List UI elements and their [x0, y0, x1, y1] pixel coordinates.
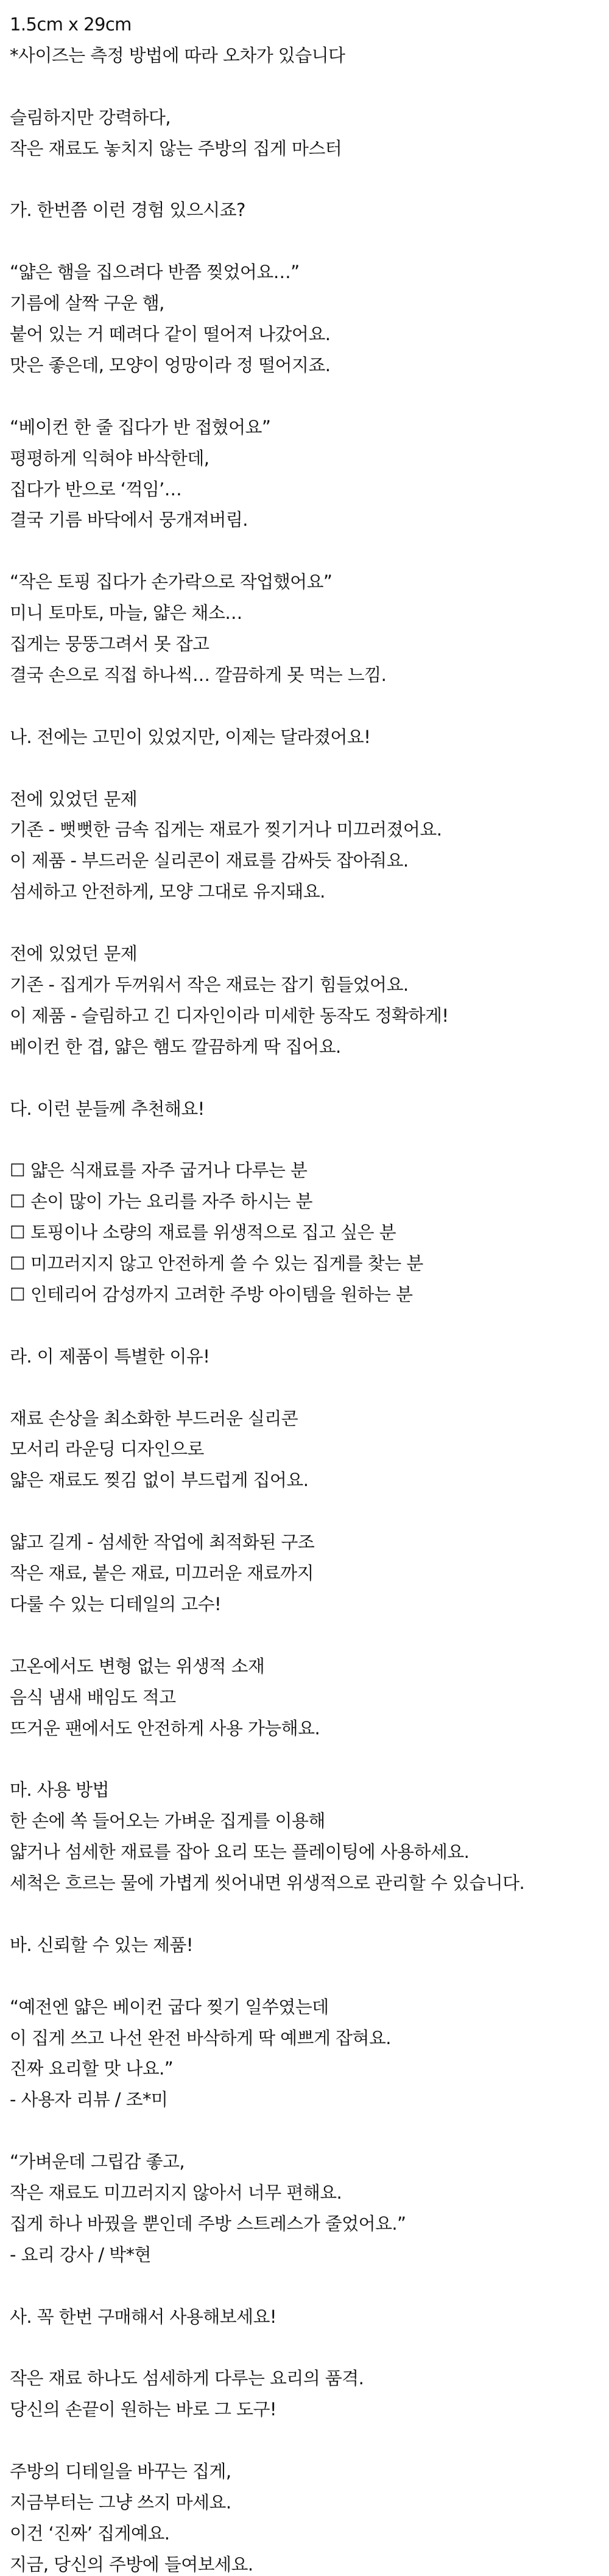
text-line: ☐ 토핑이나 소량의 재료를 위생적으로 집고 싶은 분	[10, 1222, 396, 1243]
text-line: 고온에서도 변형 없는 위생적 소재	[10, 1655, 265, 1677]
text-line: “예전엔 얇은 베이컨 굽다 찢기 일쑤였는데	[10, 1996, 329, 2017]
text-line: 이 제품 - 부드러운 실리콘이 재료를 감싸듯 잡아줘요.	[10, 850, 409, 871]
text-line: 이 집게 쓰고 나선 완전 바삭하게 딱 예쁘게 잡혀요.	[10, 2027, 391, 2048]
text-line: 결국 손으로 직접 하나씩… 깔끔하게 못 먹는 느낌.	[10, 664, 387, 685]
text-line: 기존 - 뻣뻣한 금속 집게는 재료가 찢기거나 미끄러졌어요.	[10, 819, 442, 840]
text-line: 재료 손상을 최소화한 부드러운 실리콘	[10, 1408, 298, 1429]
text-line: 얇거나 섬세한 재료를 잡아 요리 또는 플레이팅에 사용하세요.	[10, 1841, 470, 1863]
text-line: ☐ 미끄러지지 않고 안전하게 쓸 수 있는 집게를 찾는 분	[10, 1253, 423, 1274]
text-line: 라. 이 제품이 특별한 이유!	[10, 1346, 210, 1367]
text-line: 사. 꼭 한번 구매해서 사용해보세요!	[10, 2306, 276, 2327]
text-line: 다룰 수 있는 디테일의 고수!	[10, 1593, 222, 1614]
text-line: 작은 재료 하나도 섬세하게 다루는 요리의 품격.	[10, 2368, 364, 2389]
text-line: 바. 신뢰할 수 있는 제품!	[10, 1934, 193, 1955]
text-line: 기름에 살짝 구운 햄,	[10, 293, 164, 314]
text-line: “얇은 햄을 집으려다 반쯤 찢었어요…”	[10, 262, 300, 283]
text-line: 전에 있었던 문제	[10, 788, 138, 809]
text-line: 베이컨 한 겹, 얇은 햄도 깔끔하게 딱 집어요.	[10, 1036, 341, 1057]
text-line: ☐ 인테리어 감성까지 고려한 주방 아이템을 원하는 분	[10, 1283, 413, 1305]
text-line: 한 손에 쏙 들어오는 가벼운 집게를 이용해	[10, 1810, 325, 1832]
text-line: - 요리 강사 / 박*현	[10, 2244, 151, 2265]
text-line: 작은 재료도 놓치지 않는 주방의 집게 마스터	[10, 138, 342, 159]
text-line: - 사용자 리뷰 / 조*미	[10, 2089, 168, 2110]
text-line: ☐ 손이 많이 가는 요리를 자주 하시는 분	[10, 1191, 312, 1212]
text-line: 모서리 라운딩 디자인으로	[10, 1439, 204, 1460]
text-line: 작은 재료, 붙은 재료, 미끄러운 재료까지	[10, 1563, 314, 1583]
text-line: 집게는 뭉뚱그려서 못 잡고	[10, 634, 209, 654]
text-line: 집다가 반으로 ‘꺽임’…	[10, 478, 182, 500]
text-line: 전에 있었던 문제	[10, 943, 138, 964]
text-line: *사이즈는 측정 방법에 따라 오차가 있습니다	[10, 44, 345, 66]
text-line: 붙어 있는 거 떼려다 같이 떨어져 나갔어요.	[10, 324, 331, 344]
text-line: 슬림하지만 강력하다,	[10, 106, 171, 128]
text-line: “작은 토핑 집다가 손가락으로 작업했어요”	[10, 571, 333, 593]
text-line: ☐ 얇은 식재료를 자주 굽거나 다루는 분	[10, 1160, 308, 1181]
text-line: 이 제품 - 슬림하고 긴 디자인이라 미세한 동작도 정확하게!	[10, 1005, 449, 1026]
text-line: 1.5cm x 29cm	[10, 14, 132, 35]
text-line: 결국 기름 바닥에서 뭉개져버림.	[10, 509, 248, 531]
text-line: “가벼운데 그립감 좋고,	[10, 2151, 185, 2173]
text-line: 지금, 당신의 주방에 들여보세요.	[10, 2553, 253, 2575]
text-line: 다. 이런 분들께 추천해요!	[10, 1098, 205, 1119]
text-line: 집게 하나 바꿨을 뿐인데 주방 스트레스가 줄었어요.”	[10, 2213, 406, 2234]
text-line: “베이컨 한 줄 집다가 반 접혔어요”	[10, 416, 271, 438]
text-line: 진짜 요리할 맛 나요.”	[10, 2058, 174, 2079]
text-line: 지금부터는 그냥 쓰지 마세요.	[10, 2492, 231, 2513]
text-line: 섬세하고 안전하게, 모양 그대로 유지돼요.	[10, 881, 325, 902]
text-line: 당신의 손끝이 원하는 바로 그 도구!	[10, 2399, 276, 2420]
text-line: 이건 ‘진짜’ 집게예요.	[10, 2522, 170, 2544]
text-line: 얇은 재료도 찢김 없이 부드럽게 집어요.	[10, 1470, 309, 1491]
text-line: 음식 냄새 배임도 적고	[10, 1686, 176, 1708]
text-line: 작은 재료도 미끄러지지 않아서 너무 편해요.	[10, 2182, 342, 2203]
text-line: 기존 - 집게가 두꺼워서 작은 재료는 잡기 힘들었어요.	[10, 974, 409, 995]
text-line: 마. 사용 방법	[10, 1779, 109, 1801]
text-line: 뜨거운 팬에서도 안전하게 사용 가능해요.	[10, 1717, 320, 1739]
text-line: 나. 전에는 고민이 있었지만, 이제는 달라졌어요!	[10, 726, 371, 747]
text-line: 평평하게 익혀야 바삭한데,	[10, 447, 209, 469]
text-line: 주방의 디테일을 바꾸는 집게,	[10, 2461, 231, 2482]
text-line: 세척은 흐르는 물에 가볍게 씻어내면 위생적으로 관리할 수 있습니다.	[10, 1873, 525, 1893]
text-line: 가. 한번쯤 이런 경험 있으시죠?	[10, 200, 245, 221]
text-line: 맛은 좋은데, 모양이 엉망이라 정 떨어지죠.	[10, 354, 331, 375]
text-line: 미니 토마토, 마늘, 얇은 채소…	[10, 602, 242, 624]
text-line: 얇고 길게 - 섬세한 작업에 최적화된 구조	[10, 1532, 315, 1553]
